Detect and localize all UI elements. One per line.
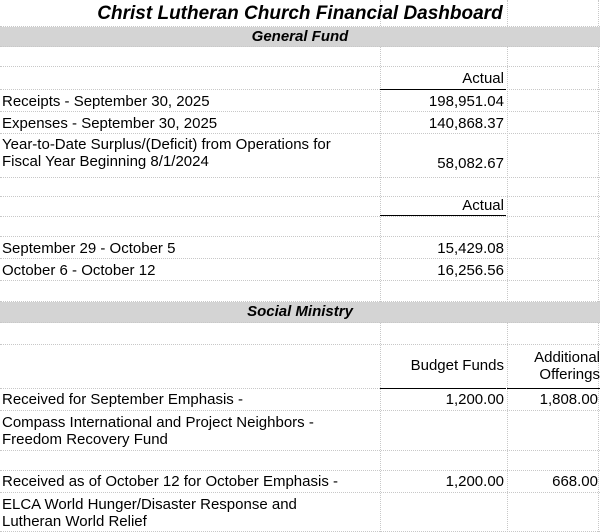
social-ministry-header-row xyxy=(0,345,600,389)
week-label: October 6 - October 12 xyxy=(2,262,156,279)
blank-row xyxy=(0,217,600,237)
actual-header-row-2 xyxy=(0,197,600,217)
october-emphasis-label: Received as of October 12 for October Emphasis - xyxy=(2,473,338,490)
receipts-row xyxy=(0,90,600,112)
elca-label-line2: Lutheran World Relief xyxy=(2,513,147,530)
october-budget-value: 1,200.00 xyxy=(445,473,504,490)
social-ministry-band xyxy=(0,302,600,323)
week-value: 15,429.08 xyxy=(437,240,504,257)
blank-row xyxy=(0,47,600,67)
surplus-value: 58,082.67 xyxy=(437,155,504,172)
compass-label-line2: Freedom Recovery Fund xyxy=(2,431,168,448)
actual-header-row xyxy=(0,67,600,90)
week-row xyxy=(0,259,600,281)
september-budget-value: 1,200.00 xyxy=(445,391,504,408)
week-label: September 29 - October 5 xyxy=(2,240,176,257)
title-row xyxy=(0,0,600,27)
blank-row xyxy=(0,451,600,471)
october-emphasis-row xyxy=(0,471,600,493)
september-emphasis-label: Received for September Emphasis - xyxy=(2,391,243,408)
september-additional-value: 1,808.00 xyxy=(539,391,598,408)
compass-label-line1: Compass International and Project Neighbors - xyxy=(2,414,314,431)
september-emphasis-row xyxy=(0,389,600,411)
receipts-label: Receipts - September 30, 2025 xyxy=(2,93,210,110)
blank-row xyxy=(0,178,600,197)
elca-row xyxy=(0,493,600,532)
surplus-label-line1: Year-to-Date Surplus/(Deficit) from Operations for xyxy=(2,136,331,153)
expenses-value: 140,868.37 xyxy=(428,115,504,132)
general-fund-title: General Fund xyxy=(251,28,349,45)
october-additional-value: 668.00 xyxy=(552,473,598,490)
surplus-row xyxy=(0,134,600,178)
compass-row xyxy=(0,411,600,451)
blank-row xyxy=(0,323,600,345)
receipts-value: 198,951.04 xyxy=(428,93,504,110)
expenses-label: Expenses - September 30, 2025 xyxy=(2,115,218,132)
additional-header-line2: Offerings xyxy=(539,366,600,383)
elca-label-line1: ELCA World Hunger/Disaster Response and xyxy=(2,496,297,513)
week-row xyxy=(0,237,600,259)
additional-offerings-header xyxy=(507,349,600,389)
general-fund-band xyxy=(0,27,600,47)
social-ministry-title: Social Ministry xyxy=(247,303,353,320)
week-value: 16,256.56 xyxy=(437,262,504,279)
dashboard-title: Christ Lutheran Church Financial Dashboard xyxy=(97,3,503,24)
expenses-row xyxy=(0,112,600,134)
blank-row xyxy=(0,281,600,302)
actual-column-header: Actual xyxy=(380,70,506,90)
additional-header-line1: Additional xyxy=(534,349,600,366)
budget-funds-header: Budget Funds xyxy=(380,356,506,389)
actual-column-header-2: Actual xyxy=(380,197,506,216)
surplus-label-line2: Fiscal Year Beginning 8/1/2024 xyxy=(2,153,209,170)
